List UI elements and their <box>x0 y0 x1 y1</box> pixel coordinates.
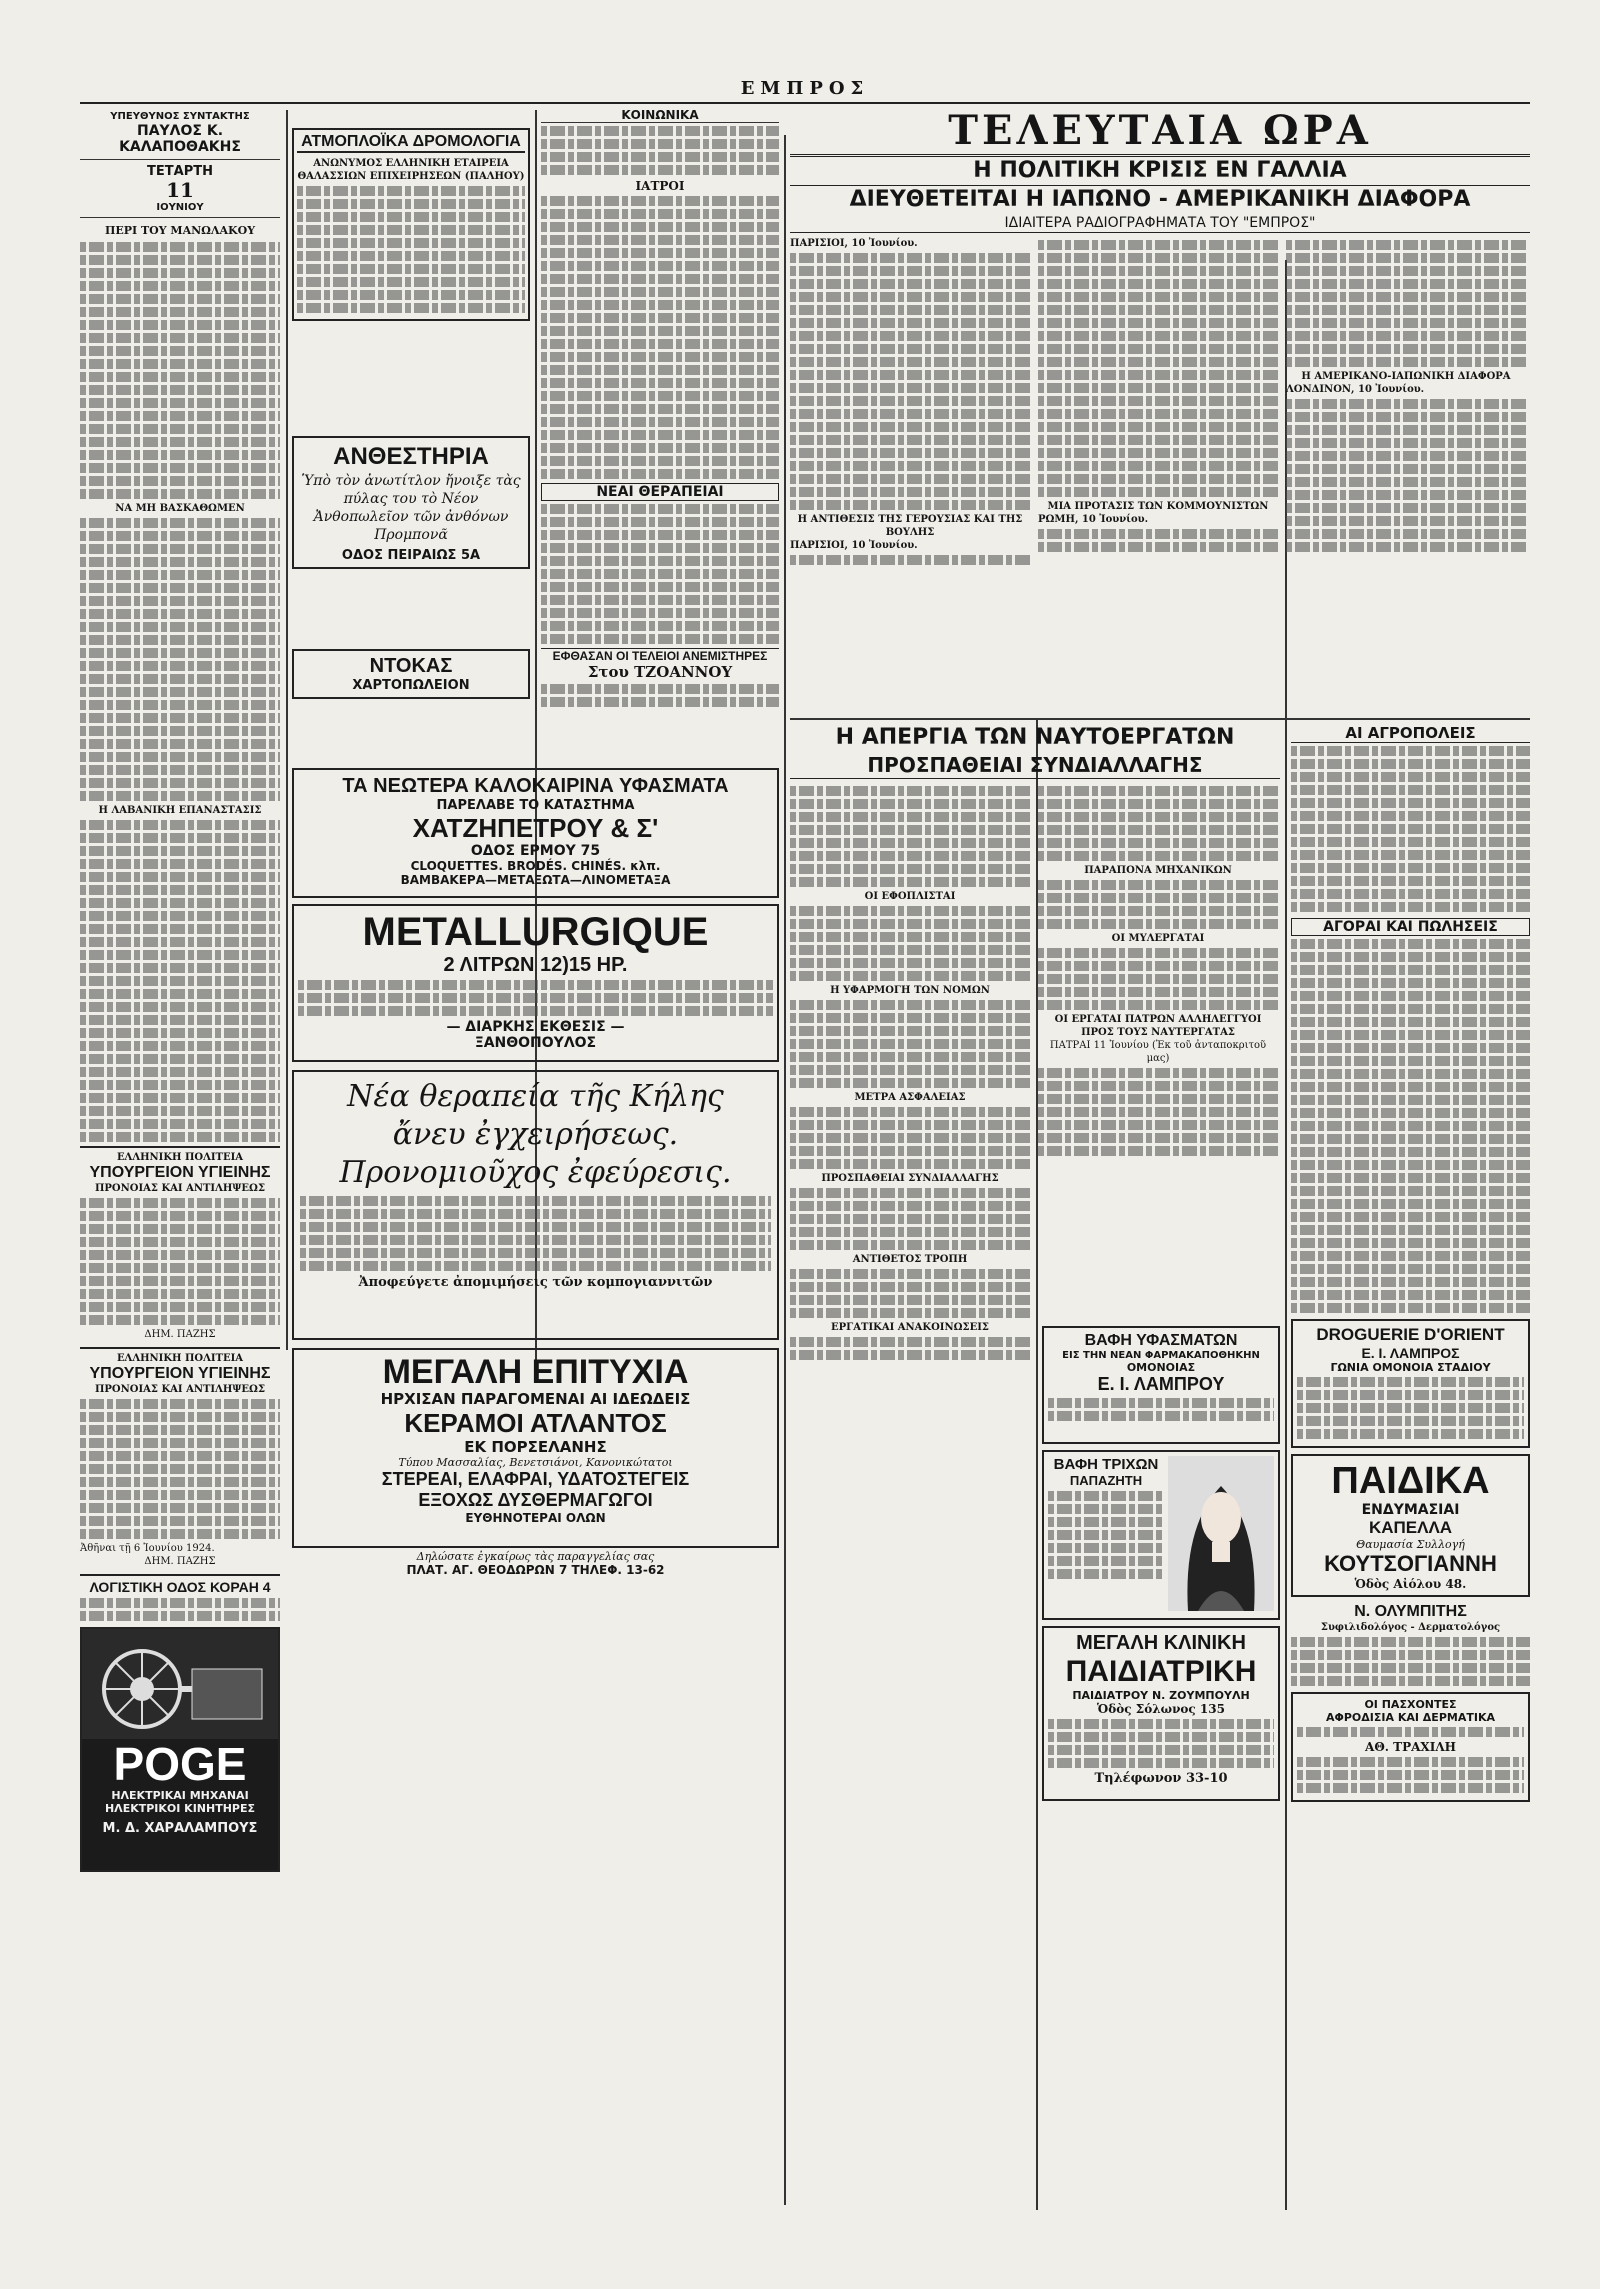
strike-sub: ΕΡΓΑΤΙΚΑΙ ΑΝΑΚΟΙΝΩΣΕΙΣ <box>831 1322 989 1333</box>
anthestiria-ad <box>292 436 530 569</box>
kids-address: Ὁδὸς Αἰόλου 48. <box>1354 1577 1467 1591</box>
strike-sub: ΜΕΤΡΑ ΑΣΦΑΛΕΙΑΣ <box>854 1092 966 1103</box>
clinic-line-2: ΠΑΙΔΙΑΤΡΙΚΗ <box>1065 1655 1257 1688</box>
latest-news <box>790 108 1530 718</box>
droguerie-ad <box>1291 1319 1530 1448</box>
poge-line-2: ΗΛΕΚΤΡΙΚΟΙ ΚΙΝΗΤΗΡΕΣ <box>104 1802 256 1815</box>
dateline: ΛΟΝΔΙΝΟΝ, 10 Ἰουνίου. <box>1286 384 1425 395</box>
latest-col-3 <box>1286 237 1526 568</box>
metallurgique-expo: — ΔΙΑΡΚΗΣ ΕΚΘΕΣΙΣ — <box>446 1019 625 1035</box>
hernia-line-1: Νέα θεραπεία τῆς Κήλης <box>347 1079 724 1114</box>
article-subhead-2: Η ΛΑΒΑΝΙΚΗ ΕΠΑΝΑΣΤΑΣΙΣ <box>98 805 262 816</box>
kids-name: ΚΟΥΤΣΟΓΙΑΝΝΗ <box>1324 1551 1497 1576</box>
column-rule <box>286 110 288 1350</box>
fabrics-address: ΟΔΟΣ ΕΡΜΟΥ 75 <box>470 843 601 859</box>
sales-title: ΑΓΟΡΑΙ ΚΑΙ ΠΩΛΗΣΕΙΣ <box>1291 918 1530 936</box>
new-therapies-title: ΝΕΑΙ ΘΕΡΑΠΕΙΑΙ <box>541 483 779 501</box>
tiles-ad <box>292 1348 779 1548</box>
kids-title: ΠΑΙΔΙΚΑ <box>1331 1460 1490 1502</box>
fabrics-name: ΧΑΤΖΗΠΕΤΡΟΥ & Σ' <box>412 813 659 843</box>
notice-signature: ΔΗΜ. ΠΑΖΗΣ <box>144 1329 216 1340</box>
editor-label: ΥΠΕΥΘΥΝΟΣ ΣΥΝΤΑΚΤΗΣ <box>110 111 250 122</box>
doctor-role: Συφιλιδολόγος - Δερματολόγος <box>1320 1622 1501 1633</box>
column-rule <box>784 135 786 2205</box>
disease-line-2: ΑΦΡΟΔΙΣΙΑ ΚΑΙ ΔΕΡΜΑΤΙΚΑ <box>1326 1711 1495 1724</box>
doctors-title: ΙΑΤΡΟΙ <box>635 179 685 193</box>
tiles-line-8: ΕΥΘΗΝΟΤΕΡΑΙ ΟΛΩΝ <box>465 1511 606 1525</box>
shipping-company-2: ΘΑΛΑΣΣΙΩΝ ΕΠΙΧΕΙΡΗΣΕΩΝ (ΠΑΛΗΟΥ) <box>297 171 525 182</box>
issue-day-number: 11 <box>166 178 194 202</box>
strike-sub: ΟΙ ΕΦΟΠΛΙΣΤΑΙ <box>864 891 956 902</box>
tiles-line-3: ΚΕΡΑΜΟΙ ΑΤΛΑΝΤΟΣ <box>404 1408 667 1438</box>
pediatric-clinic-ad <box>1042 1626 1280 1801</box>
clinic-line-3: ΠΑΙΔΙΑΤΡΟΥ Ν. ΖΟΥΜΠΟΥΛΗ <box>1072 1689 1250 1702</box>
latest-sub-senate: Η ΑΝΤΙΘΕΣΙΣ ΤΗΣ ΓΕΡΟΥΣΙΑΣ ΚΑΙ ΤΗΣ ΒΟΥΛΗΣ <box>797 514 1023 538</box>
dye-line-2: ΕΙΣ ΤΗΝ ΝΕΑΝ ΦΑΡΜΑΚΑΠΟΘΗΚΗΝ <box>1062 1350 1260 1361</box>
latest-headline-1: Η ΠΟΛΙΤΙΚΗ ΚΡΙΣΙΣ ΕΝ ΓΑΛΛΙΑ <box>973 158 1347 183</box>
latest-banner: ΤΕΛΕΥΤΑΙΑ ΩΡΑ <box>790 108 1530 157</box>
notice-ministry-sub: ΠΡΟΝΟΙΑΣ ΚΑΙ ΑΝΤΙΛΗΨΕΩΣ <box>94 1183 266 1194</box>
article-subhead: ΝΑ ΜΗ ΒΑΣΚΑΘΩΜΕΝ <box>115 503 245 514</box>
kids-clothing-ad <box>1291 1454 1530 1597</box>
metallurgique-ad <box>292 904 779 1062</box>
strike-headline-1: Η ΑΠΕΡΓΙΑ ΤΩΝ ΝΑΥΤΟΕΡΓΑΤΩΝ <box>835 725 1235 750</box>
shipping-company: ΑΝΩΝΥΜΟΣ ΕΛΛΗΝΙΚΗ ΕΤΑΙΡΕΙΑ <box>313 158 509 169</box>
anthestiria-title: ΑΝΘΕΣΤΗΡΙΑ <box>333 443 489 470</box>
strike-sub: ΑΝΤΙΘΕΤΟΣ ΤΡΟΠΗ <box>852 1254 968 1265</box>
droguerie-name: Ε. Ι. ΛΑΜΠΡΟΣ <box>1361 1345 1460 1361</box>
metallurgique-agent: ΞΑΝΘΟΠΟΥΛΟΣ <box>474 1035 597 1051</box>
anthestiria-text: Ὑπὸ τὸν ἀνωτίτλον ἤνοιξε τὰς πύλας του τὸ Νέον Ἀνθοπωλεῖον τῶν ἀνθόνων Προμπονᾶ <box>301 473 521 543</box>
dateline: ΡΩΜΗ, 10 Ἰουνίου. <box>1038 514 1149 525</box>
notice-state: ΕΛΛΗΝΙΚΗ ΠΟΛΙΤΕΙΑ <box>116 1152 244 1163</box>
health-notice-1 <box>80 1146 280 1341</box>
strike-sub: ΠΡΟΣΠΑΘΕΙΑΙ ΣΥΝΔΙΑΛΛΑΓΗΣ <box>821 1173 999 1184</box>
tiles-line-2: ΗΡΧΙΣΑΝ ΠΑΡΑΓΟΜΕΝΑΙ ΑΙ ΙΔΕΩΔΕΙΣ <box>380 1390 691 1408</box>
notice-signature: ΔΗΜ. ΠΑΖΗΣ <box>144 1556 216 1567</box>
clinic-phone: Τηλέφωνον 33-10 <box>1094 1771 1228 1786</box>
strike-article <box>790 724 1280 1333</box>
column-3 <box>541 108 779 768</box>
droguerie-address: ΓΩΝΙΑ ΟΜΟΝΟΙΑ ΣΤΑΔΙΟΥ <box>1330 1361 1491 1374</box>
social-title: ΚΟΙΝΩΝΙΚΑ <box>541 108 779 123</box>
shipping-schedule <box>292 128 530 321</box>
notice-ministry-sub: ΠΡΟΝΟΙΑΣ ΚΑΙ ΑΝΤΙΛΗΨΕΩΣ <box>94 1384 266 1395</box>
tiles-line-9: Δηλώσατε ἐγκαίρως τὰς παραγγελίας σας <box>416 1550 655 1563</box>
kids-line-3: Θαυμασία Συλλογή <box>1356 1538 1465 1551</box>
tiles-line-5: Τύπου Μασσαλίας, Βενετσιάνοι, Κανονικώτατοι <box>398 1456 673 1469</box>
metallurgique-spec: 2 ΛΙΤΡΩΝ 12)15 HP. <box>443 954 628 976</box>
woman-portrait-icon <box>1168 1456 1274 1611</box>
logistiki-ad <box>80 1574 280 1621</box>
notice-ministry: ΥΠΟΥΡΓΕΙΟΝ ΥΓΙΕΙΝΗΣ <box>89 1365 271 1382</box>
agro-title: ΑΙ ΑΓΡΟΠΟΛΕΙΣ <box>1291 724 1530 743</box>
shipping-title: ΑΤΜΟΠΛΟΪΚΑ ΔΡΟΜΟΛΟΓΙΑ <box>297 133 525 153</box>
strike-columns <box>790 783 1280 1363</box>
hernia-warning: Ἀποφεύγετε ἀπομιμήσεις τῶν κομπογιαννιτῶν <box>358 1275 713 1290</box>
fans-sub: Στου ΤΖΟΑΝΝΟΥ <box>587 663 733 681</box>
dye-name: Ε. Ι. ΛΑΜΠΡΟΥ <box>1097 1374 1225 1394</box>
strike-headline-2: ΠΡΟΣΠΑΘΕΙΑΙ ΣΥΝΔΙΑΛΛΑΓΗΣ <box>790 752 1280 779</box>
disease-name: ΑΘ. ΤΡΑΧΙΛΗ <box>1365 1740 1456 1754</box>
notice-date: Ἀθῆναι τῇ 6 Ἰουνίου 1924. <box>80 1543 215 1554</box>
kids-line-2: ΚΑΠΕΛΛΑ <box>1368 1518 1453 1537</box>
latest-headline-3: ΙΔΙΑΙΤΕΡΑ ΡΑΔΙΟΓΡΑΦΗΜΑΤΑ ΤΟΥ "ΕΜΠΡΟΣ" <box>790 214 1530 233</box>
logistiki-title: ΛΟΓΙΣΤΙΚΗ ΟΔΟΣ ΚΟΡΑΗ 4 <box>89 1579 271 1595</box>
fabrics-items: CLOQUETTES. BRODÉS. CHINÉS. κλπ. <box>410 859 661 873</box>
tiles-line-7: ΕΞΟΧΩΣ ΔΥΣΘΕΡΜΑΓΩΓΟΙ <box>418 1490 653 1510</box>
strike-sub: ΟΙ ΜΥΛΕΡΓΑΤΑΙ <box>1111 933 1205 944</box>
clinic-address: Ὁδὸς Σόλωνος 135 <box>1097 1702 1225 1716</box>
strike-col-1 <box>790 783 1030 1363</box>
strike-sub: ΠΑΡΑΠΟΝΑ ΜΗΧΑΝΙΚΩΝ <box>1084 865 1232 876</box>
latest-col-2 <box>1038 237 1278 568</box>
dermatology-ad <box>1291 1692 1530 1802</box>
poge-agent: Μ. Δ. ΧΑΡΑΛΑΜΠΟΥΣ <box>102 1821 258 1836</box>
strike-sub: Η ΥΦΑΡΜΟΓΗ ΤΩΝ ΝΟΜΩΝ <box>830 985 990 996</box>
fabric-dye-ad <box>1042 1326 1280 1444</box>
droguerie-title: DROGUERIE D'ORIENT <box>1316 1325 1505 1344</box>
latest-headline-2: ΔΙΕΥΘΕΤΕΙΤΑΙ Η ΙΑΠΩΝΟ - ΑΜΕΡΙΚΑΝΙΚΗ ΔΙΑΦΟΡΑ <box>790 185 1530 214</box>
tiles-line-10: ΠΛΑΤ. ΑΓ. ΘΕΟΔΩΡΩΝ 7 ΤΗΛΕΦ. 13-62 <box>406 1563 665 1577</box>
notice-ministry: ΥΠΟΥΡΓΕΙΟΝ ΥΓΙΕΙΝΗΣ <box>89 1164 271 1181</box>
tiles-ad-footer <box>292 1550 779 1577</box>
doctor-name: Ν. ΟΛΥΜΠΙΤΗΣ <box>1354 1603 1467 1620</box>
masthead: ΕΜΠΡΟΣ <box>80 78 1530 104</box>
editor-name: ΠΑΥΛΟΣ Κ. ΚΑΛΑΠΟΘΑΚΗΣ <box>80 123 280 160</box>
machine-illustration-icon <box>82 1629 278 1739</box>
hair-line-2: ΠΑΠΑΖΗΤΗ <box>1069 1473 1143 1488</box>
disease-line-1: ΟΙ ΠΑΣΧΟΝΤΕΣ <box>1364 1698 1457 1711</box>
poge-ad <box>80 1627 280 1872</box>
column-1 <box>80 108 280 2213</box>
strike-col-2 <box>1038 783 1278 1363</box>
fabrics-line-2: ΠΑΡΕΛΑΒΕ ΤΟ ΚΑΤΑΣΤΗΜΑ <box>436 798 635 813</box>
poge-line-1: ΗΛΕΚΤΡΙΚΑΙ ΜΗΧΑΝΑΙ <box>111 1789 249 1802</box>
fabrics-items-2: ΒΑΜΒΑΚΕΡΑ—ΜΕΤΑΞΩΤΑ—ΛΙΝΟΜΕΤΑΞΑ <box>400 873 671 887</box>
notice-state: ΕΛΛΗΝΙΚΗ ΠΟΛΙΤΕΙΑ <box>116 1353 244 1364</box>
hernia-line-3: Προνομιοῦχος ἐφεύρεσις. <box>339 1155 732 1190</box>
metallurgique-brand: METALLURGIQUE <box>362 910 709 954</box>
dye-line-3: ΟΜΟΝΟΙΑΣ <box>1126 1361 1196 1374</box>
ntokas-title: ΝΤΟΚΑΣ <box>369 655 453 677</box>
latest-sub-proposal: ΜΙΑ ΠΡΟΤΑΣΙΣ ΤΩΝ ΚΟΜΜΟΥΝΙΣΤΩΝ <box>1047 501 1269 512</box>
section-rule <box>790 718 1530 720</box>
tiles-line-6: ΣΤΕΡΕΑΙ, ΕΛΑΦΡΑΙ, ΥΔΑΤΟΣΤΕΓΕΙΣ <box>381 1469 690 1489</box>
article-body-3 <box>80 820 280 1142</box>
fans-title: ΕΦΘΑΣΑΝ ΟΙ ΤΕΛΕΙΟΙ ΑΝΕΜΙΣΤΗΡΕΣ <box>541 648 779 663</box>
kids-line-1: ΕΝΔΥΜΑΣΙΑΙ <box>1361 1502 1460 1518</box>
hair-dye-ad <box>1042 1450 1280 1620</box>
strike-sub: ΟΙ ΕΡΓΑΤΑΙ ΠΑΤΡΩΝ ΑΛΛΗΛΕΓΓΥΟΙ ΠΡΟΣ ΤΟΥΣ ΝΑΥΤΕΡΓΑΤΑΣ <box>1054 1014 1262 1038</box>
dye-line-1: ΒΑΦΗ ΥΦΑΣΜΑΤΩΝ <box>1084 1332 1238 1349</box>
article-body <box>80 242 280 499</box>
tiles-line-1: ΜΕΓΑΛΗ ΕΠΙΤΥΧΙΑ <box>382 1353 689 1391</box>
article-body-2 <box>80 518 280 801</box>
poge-brand: POGE <box>113 1738 247 1790</box>
tiles-line-4: ΕΚ ΠΟΡΣΕΛΑΝΗΣ <box>464 1438 607 1456</box>
ntokas-ad <box>292 649 530 699</box>
latest-columns <box>790 237 1530 568</box>
clinic-line-1: ΜΕΓΑΛΗ ΚΛΙΝΙΚΗ <box>1076 1632 1246 1654</box>
issue-day: ΤΕΤΑΡΤΗ <box>147 164 213 179</box>
latest-col-1 <box>790 237 1030 568</box>
fabrics-ad <box>292 768 779 898</box>
hernia-line-2: ἄνευ ἐγχειρήσεως. <box>392 1117 679 1152</box>
hair-line-1: ΒΑΦΗ ΤΡΙΧΩΝ <box>1053 1456 1159 1473</box>
doctor-notice <box>1291 1603 1530 1686</box>
strike-sub-date: ΠΑΤΡΑΙ 11 Ἰουνίου (Ἐκ τοῦ ἀνταποκριτοῦ μας) <box>1049 1040 1267 1064</box>
dateline: ΠΑΡΙΣΙΟΙ, 10 Ἰουνίου. <box>790 238 918 249</box>
article-heading: ΠΕΡΙ ΤΟΥ ΜΑΝΩΛΑΚΟΥ <box>104 224 256 237</box>
health-notice-2 <box>80 1347 280 1568</box>
right-column <box>1291 724 1530 2214</box>
anthestiria-address: ΟΔΟΣ ΠΕΙΡΑΙΩΣ 5Α <box>341 548 481 563</box>
latest-sub-japan: Η ΑΜΕΡΙΚΑΝΟ-ΙΑΠΩΝΙΚΗ ΔΙΑΦΟΡΑ <box>1301 371 1511 382</box>
fabrics-line-1: ΤΑ ΝΕΩΤΕΡΑ ΚΑΛΟΚΑΙΡΙΝΑ ΥΦΑΣΜΑΤΑ <box>342 775 729 797</box>
hernia-therapy-ad <box>292 1070 779 1340</box>
ntokas-sub: ΧΑΡΤΟΠΩΛΕΙΟΝ <box>352 678 470 693</box>
issue-month: ΙΟΥΝΙΟΥ <box>80 201 280 218</box>
dateline: ΠΑΡΙΣΙΟΙ, 10 Ἰουνίου. <box>790 540 918 551</box>
